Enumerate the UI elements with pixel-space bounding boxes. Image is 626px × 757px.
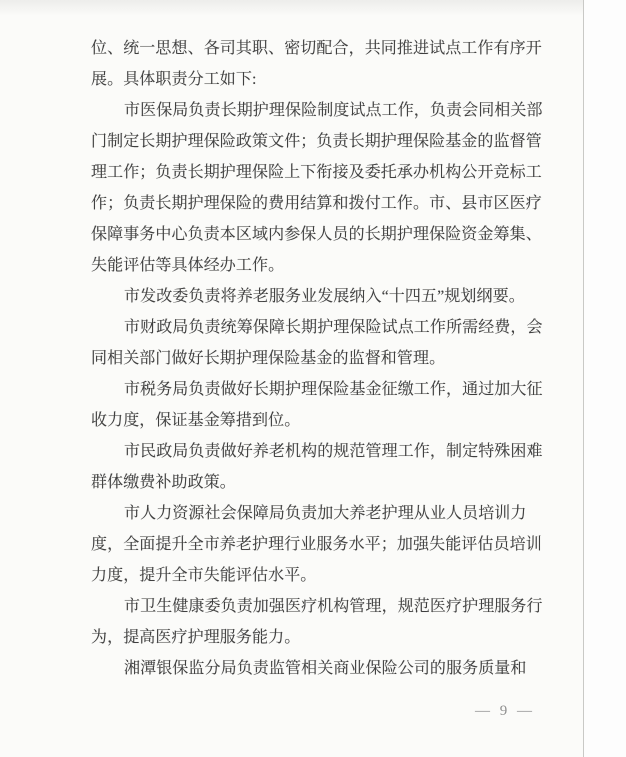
text-line: 市医保局负责长期护理保险制度试点工作，负责会同相关部	[124, 102, 543, 119]
text-line: 度，全面提升全市养老护理行业服务水平；加强失能评估员培训	[91, 536, 542, 553]
text-line: 同相关部门做好长期护理保险基金的监督和管理。	[91, 350, 446, 367]
text-line: 群体缴费补助政策。	[91, 474, 236, 491]
text-line: 湘潭银保监分局负责监管相关商业保险公司的服务质量和	[124, 660, 527, 677]
text-line: 作；负责长期护理保险的费用结算和拨付工作。市、县市区医疗	[91, 195, 542, 212]
text-line: 收力度，保证基金筹措到位。	[91, 412, 301, 429]
text-line: 为，提高医疗护理服务能力。	[91, 629, 301, 646]
document-text	[91, 33, 551, 684]
text-line: 力度，提升全市失能评估水平。	[91, 567, 317, 584]
scan-top-shade	[0, 0, 626, 16]
text-line: 展。具体职责分工如下:	[91, 71, 257, 88]
page-number: — 9 —	[475, 703, 535, 719]
text-line: 市卫生健康委负责加强医疗机构管理，规范医疗护理服务行	[124, 598, 543, 615]
scan-right-margin	[584, 0, 626, 757]
text-line: 市税务局负责做好长期护理保险基金征缴工作，通过加大征	[124, 381, 543, 398]
text-line: 市民政局负责做好养老机构的规范管理工作，制定特殊困难	[124, 443, 543, 460]
text-line: 市财政局负责统筹保障长期护理保险试点工作所需经费，会	[124, 319, 543, 336]
text-line: 理工作；负责长期护理保险上下衔接及委托承办机构公开竞标工	[91, 164, 542, 181]
text-line: 门制定长期护理保险政策文件；负责长期护理保险基金的监督管	[91, 133, 542, 150]
text-line: 失能评估等具体经办工作。	[91, 257, 285, 274]
text-line: 保障事务中心负责本区域内参保人员的长期护理保险资金筹集、	[91, 226, 542, 243]
text-line: 位、统一思想、各司其职、密切配合，共同推进试点工作有序开	[91, 40, 542, 57]
text-line: 市人力资源社会保障局负责加大养老护理从业人员培训力	[124, 505, 527, 522]
page-edge-line	[583, 0, 584, 757]
text-line: 市发改委负责将养老服务业发展纳入“十四五”规划纲要。	[124, 288, 525, 305]
